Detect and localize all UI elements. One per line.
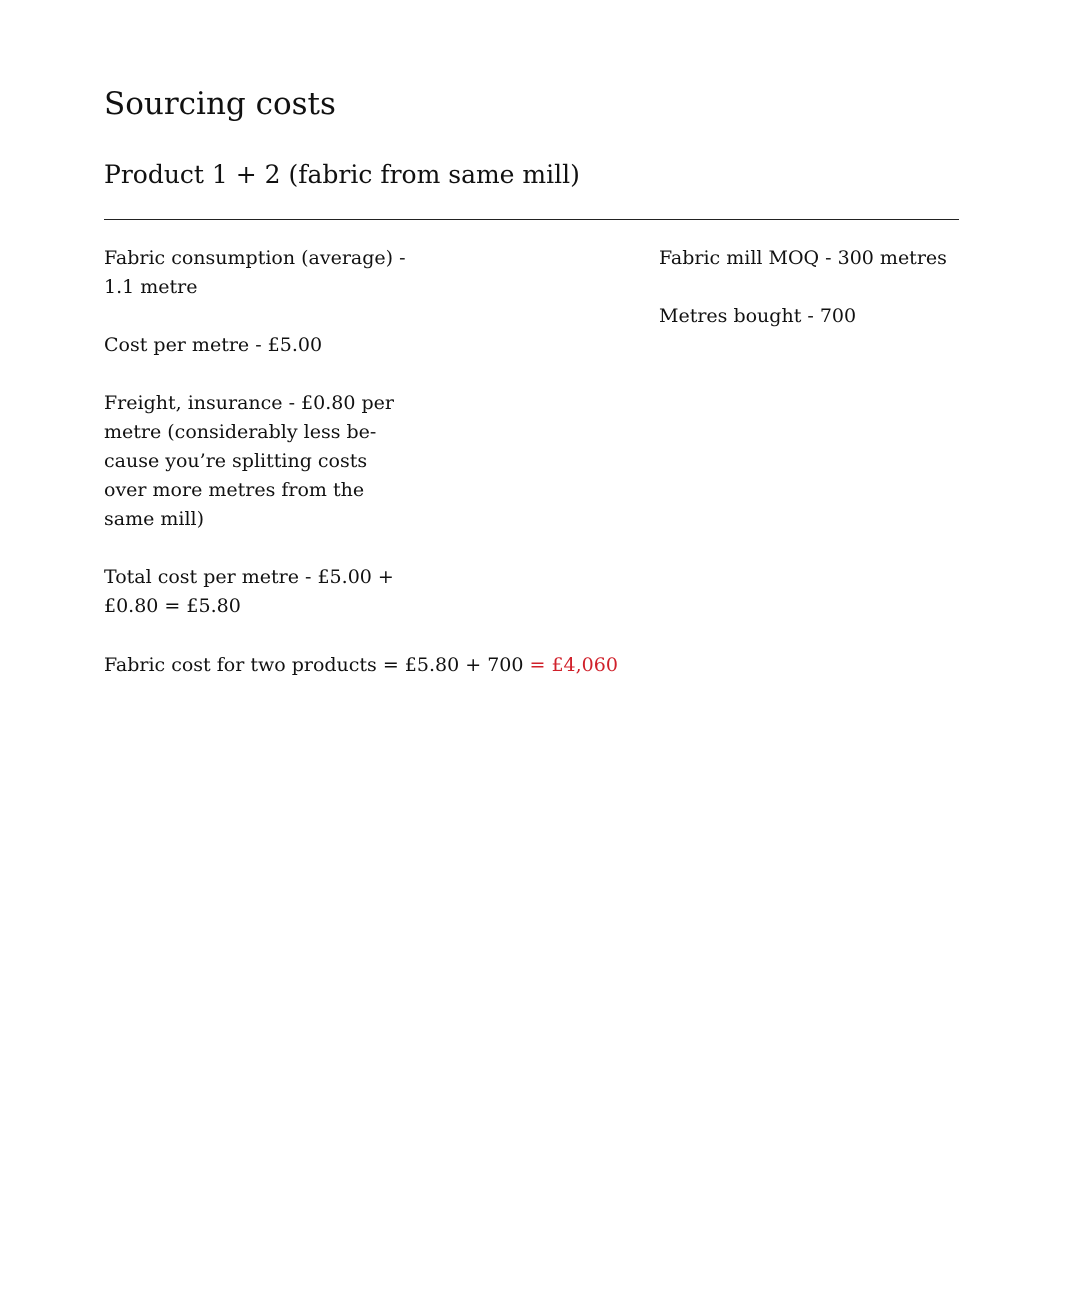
fabric-consumption-text [104, 244, 404, 302]
fabric-consumption-line-1: Fabric consumption (average) - [104, 247, 406, 269]
total-cost-line-2: £0.80 = £5.80 [104, 595, 241, 617]
freight-line-1: Freight, insurance - £0.80 per [104, 392, 394, 414]
cost-per-metre-text: Cost per metre - £5.00 [104, 334, 323, 356]
page-title: Sourcing costs [104, 86, 336, 122]
freight-line-5: same mill) [104, 508, 205, 530]
fabric-mill-moq-text: Fabric mill MOQ - 300 metres [659, 247, 947, 269]
freight-insurance-text [104, 389, 404, 534]
freight-line-2: metre (considerably less be- [104, 421, 377, 443]
fabric-cost-summary [104, 651, 618, 680]
total-cost-line-1: Total cost per metre - £5.00 + [104, 566, 394, 588]
fabric-consumption-line-2: 1.1 metre [104, 276, 198, 298]
section-subtitle: Product 1 + 2 (fabric from same mill) [104, 160, 580, 189]
fabric-cost-result: = £4,060 [523, 654, 618, 676]
divider-line [104, 219, 959, 220]
right-column [659, 244, 959, 360]
fabric-cost-equation: Fabric cost for two products = £5.80 + 700 [104, 654, 524, 676]
freight-line-3: cause you’re splitting costs [104, 450, 368, 472]
metres-bought-text: Metres bought - 700 [659, 305, 857, 327]
left-column [104, 244, 404, 650]
freight-line-4: over more metres from the [104, 479, 365, 501]
total-cost-text [104, 563, 404, 621]
